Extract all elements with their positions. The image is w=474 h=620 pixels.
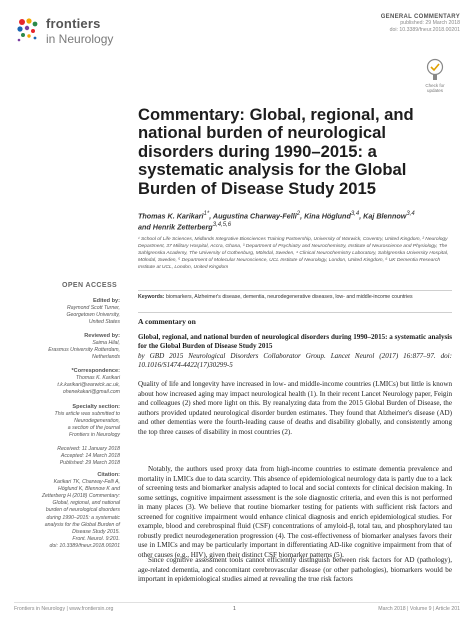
check-for-updates-icon[interactable] [426, 58, 444, 82]
author-name[interactable]: , Augustina Charway-Felli [209, 211, 297, 221]
body-paragraph: Quality of life and longevity have increased in low- and middle-income countries (LMICs) but little is known about how increased aging may impact neurological health (1). In their recent Lancet Neurology paper, Feigin and colleagues (2) shed more light on this. By reanalyzing data from the 2015 Global Burden of Disease, the authors provided updated neurological disorder burden estimates. They found that Alzheimer's disease (AD) and other dementias were the fourth-leading cause of deaths and disability globally, and consistently among the top three causes of disability in most countries (2). [138, 380, 452, 436]
keywords-text: biomarkers, Alzheimer's disease, dementia, neurodegenerative diseases, low- and middle-income countries [165, 294, 413, 300]
accepted-date: Accepted: 14 March 2018 [60, 453, 120, 460]
article-header-meta [381, 14, 460, 34]
editor-line: Raymond Scott Turner, [67, 305, 120, 312]
specialty-line: This article was submitted to [54, 411, 120, 418]
author-name[interactable]: and Henrik Zetterberg [138, 222, 213, 232]
published-date-side: Published: 29 March 2018 [59, 460, 120, 467]
commented-article-citation [138, 333, 452, 371]
author-name[interactable]: , Kina Höglund [300, 211, 351, 221]
editor-line: United States [88, 319, 120, 326]
citation-line: Karikari TK, Charway-Felli A, [53, 479, 120, 486]
frontiers-logo-icon [14, 16, 42, 44]
specialty-line: a section of the journal [67, 425, 120, 432]
article-type: GENERAL COMMENTARY [380, 14, 460, 20]
citation-line: Höglund K, Blennow K and [57, 486, 120, 493]
sidebar-citation [20, 472, 120, 550]
footer-journal[interactable]: Frontiers in Neurology | www.frontiersin.org [14, 606, 114, 612]
sidebar-reviewed [20, 333, 120, 361]
author-name[interactable]: Thomas K. Karikari [138, 211, 204, 221]
sidebar-edited [20, 298, 120, 326]
body-paragraph: Since cognitive assessment tools cannot efficiently distinguish between risk factors for AD (pathology), age-related dementia, and concomitant cerebrovascular disease (or other pathologies), biomarkers would be important in epidemiological studies aimed at revealing the true risk factors [138, 556, 452, 583]
citation-line: during 1990–2015: a systematic [46, 514, 120, 521]
body-paragraph: Notably, the authors used proxy data from high-income countries to estimate dementia prevalence and mortality in LMICs due to data scarcity. This absence of epidemiological neurology data is partly due to a lack of screening tests and biomarker analysis adapted to local and social contexts for clinical decision making. In some settings, cognitive impairment assessment is the sole diagnostic criteria, and even this is not performed in many places (3). We believe that routine biomarker testing for patients with sufficient risk factors and screened for cognitive impairment would enhance clinical diagnosis and enrich epidemiological studies. For example, blood and cerebrospinal fluid (CSF) concentrations of amyloid-β, total tau, and phosphorylated tau robustly predict neurodegeneration progression (4). The cost-effectiveness of biomarker analyses favors their use in LMICs and may be particularly important in differentiating AD-like cognitive impairment from that of other causes (e.g., HIV), given their distinct CSF biomarker patterns (5). [138, 465, 453, 559]
corr-name: Thomas K. Karikari [75, 375, 120, 382]
section-heading: A commentary on [138, 317, 196, 326]
corr-email[interactable]: ohenekakari@gmail.com [62, 389, 120, 396]
reviewed-heading: Reviewed by: [84, 333, 120, 339]
author-name[interactable]: , Kaj Blennow [359, 211, 407, 221]
citation-doi[interactable]: doi: 10.3389/fneur.2018.00201 [49, 542, 120, 549]
sidebar-specialty [20, 404, 120, 439]
edited-heading: Edited by: [92, 298, 120, 304]
page-number: 1 [233, 606, 236, 612]
header-doi[interactable]: doi: 10.3389/fneur.2018.00201 [389, 27, 460, 33]
reviewer-line: Netherlands [92, 354, 120, 361]
journal-logo[interactable] [14, 14, 134, 50]
open-access-label: OPEN ACCESS [62, 282, 118, 289]
specialty-line: Frontiers in Neurology [68, 432, 120, 439]
keywords-label: Keywords: [138, 294, 165, 300]
citation-line: analysis for the Global Burden of [44, 521, 120, 528]
citation-line: Disease Study 2015. [72, 528, 120, 535]
editor-line: Georgetown University, [66, 312, 120, 319]
correspondence-heading: *Correspondence: [71, 368, 120, 374]
citation-line: Zetterberg H (2018) Commentary: [41, 493, 120, 500]
footer-issue: March 2018 | Volume 9 | Article 201 [378, 606, 460, 612]
received-date: Received: 11 January 2018 [57, 446, 120, 452]
author-sup: 1* [203, 211, 210, 217]
author-sup: 2 [296, 211, 301, 217]
footer-divider [14, 602, 460, 603]
sidebar-dates [20, 446, 120, 467]
citation-line: Front. Neurol. 9:201. [72, 535, 120, 542]
author-list [138, 210, 454, 232]
divider [138, 290, 452, 291]
keywords [138, 294, 452, 301]
specialty-line: Neurodegeneration, [74, 418, 120, 425]
divider [138, 312, 452, 313]
author-sup: 3,4 [406, 211, 415, 217]
author-sup: 3,4,5,6 [212, 221, 232, 228]
author-sup: 3,4 [350, 211, 360, 217]
logo-text-journal: in Neurology [46, 32, 114, 46]
citation-line: burden of neurological disorders [45, 507, 120, 514]
citation-line: Global, regional, and national [52, 500, 120, 507]
published-date: published: 29 March 2018 [400, 20, 460, 26]
check-for-updates-label: Check for updates [425, 83, 445, 93]
sidebar-correspondence [20, 368, 120, 396]
affiliations: ¹ School of Life Sciences, Midlands Integrative Biosciences Training Partnership, University of Warwick, Coventry, United Kingdom, ² Neurology Department, 37 Military Hospital, Accra, Ghana, ³ Department of Psychiatry and Neurochemistry, Institute of Neuroscience and Physiology, The Sahlgrenska Academy, The University of Gothenburg, Mölndal, Sweden, ⁴ Clinical Neurochemistry Laboratory, Sahlgrenska University Hospital, Mölndal, Sweden, ⁵ Department of Molecular Neuroscience, UCL Institute of Neurology, London, United Kingdom, ⁶ UK Dementia Research Institute at UCL, London, United Kingdom [138, 237, 449, 270]
logo-text-frontiers: frontiers [46, 16, 101, 31]
specialty-heading: Specialty section: [72, 404, 120, 410]
corr-email[interactable]: t.k.karikari@warwick.ac.uk, [57, 382, 120, 389]
cited-source[interactable]: by GBD 2015 Neurological Disorders Collaborator Group. Lancet Neurol (2017) 16:877–97. doi: 10.1016/S1474-4422(17)30299-5 [138, 351, 452, 370]
article-title: Commentary: Global, regional, and national burden of neurological disorders during 1990–2015: a systematic analysis for the Global Burden of Disease Study 2015 [138, 105, 414, 198]
reviewer-line: Erasmus University Rotterdam, [48, 347, 120, 354]
reviewer-line: Saima Hilal, [92, 340, 120, 347]
citation-heading: Citation: [97, 472, 120, 478]
cited-title: Global, regional, and national burden of neurological disorders during 1990–2015: a systematic analysis for the Global Burden of Disease Study 2015 [138, 333, 452, 351]
